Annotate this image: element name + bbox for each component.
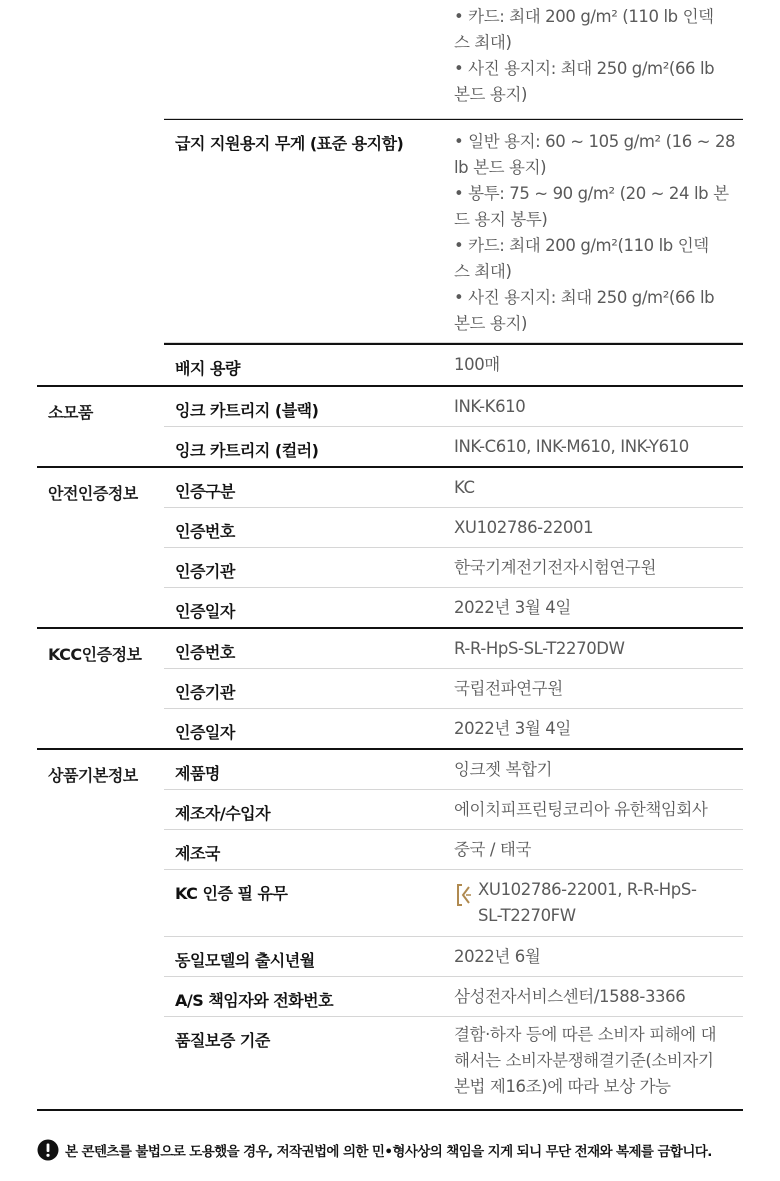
spec-value: INK-K610	[454, 397, 526, 416]
spec-value: • 일반 용지: 60 ~ 105 g/m² (16 ~ 28 lb 본드 용지) • 봉투: 75 ~ 90 g/m² (20 ~ 24 lb 본 드 용지 봉투) • 카드: 최대 200 g/m²(110 lb 인덱 스 최대) • 사진 용지지: 최대 250 g/m²(66 lb 본드 용지)	[454, 132, 736, 333]
spec-label: 잉크 카트리지 (블랙)	[175, 401, 319, 420]
group-title: KCC인증정보	[48, 645, 142, 664]
spec-row-paper-weight	[164, 119, 743, 343]
spec-row-release	[164, 937, 743, 977]
spec-row-country	[164, 830, 743, 870]
spec-row	[164, 709, 743, 748]
spec-label: 배지 용량	[175, 359, 240, 378]
spec-label: 인증기관	[175, 562, 235, 581]
spec-value-paper-continued: • 카드: 최대 200 g/m² (110 lb 인덱 스 최대) • 사진 용지지: 최대 250 g/m²(66 lb 본드 용지)	[454, 7, 715, 104]
spec-label: 동일모델의 출시년월	[175, 951, 315, 970]
spec-row-paper-continued	[164, 0, 743, 119]
spec-group-basic	[37, 750, 743, 1111]
spec-row-kc	[164, 870, 743, 937]
alert-icon	[37, 1139, 59, 1161]
spec-value: 한국기계전기전자시험연구원	[454, 558, 657, 577]
spec-label: 제품명	[175, 764, 220, 783]
spec-group-consumables	[37, 387, 743, 468]
spec-row	[164, 508, 743, 548]
spec-group-kcc	[37, 629, 743, 750]
spec-value: 2022년 3월 4일	[454, 719, 571, 738]
spec-row-output	[164, 343, 743, 385]
spec-label: 잉크 카트리지 (컬러)	[175, 441, 319, 460]
spec-row-as	[164, 977, 743, 1017]
group-title: 안전인증정보	[48, 484, 138, 503]
kc-mark-icon	[454, 882, 474, 908]
group-title: 소모품	[48, 403, 93, 422]
group-title-empty	[37, 0, 164, 385]
spec-label: 품질보증 기준	[175, 1031, 270, 1050]
spec-row	[164, 387, 743, 427]
copyright-notice	[37, 1139, 757, 1161]
spec-row	[164, 427, 743, 466]
spec-value: INK-C610, INK-M610, INK-Y610	[454, 437, 689, 456]
spec-label: 인증번호	[175, 522, 235, 541]
spec-label: KC 인증 필 유무	[175, 884, 288, 903]
group-title: 상품기본정보	[48, 766, 138, 785]
spec-row	[164, 548, 743, 588]
spec-value: 국립전파연구원	[454, 679, 563, 698]
copyright-text: 본 콘텐츠를 불법으로 도용했을 경우, 저작권법에 의한 민•형사상의 책임을 지게 되니 무단 전재와 복제를 금합니다.	[65, 1144, 712, 1160]
spec-value: 잉크젯 복합기	[454, 760, 553, 779]
spec-value: 중국 / 태국	[454, 840, 532, 859]
spec-value: 2022년 6월	[454, 947, 541, 966]
spec-group-safety	[37, 468, 743, 629]
spec-row-warranty	[164, 1017, 743, 1109]
spec-label: 제조국	[175, 844, 220, 863]
spec-value: XU102786-22001	[454, 518, 594, 537]
spec-value: 2022년 3월 4일	[454, 598, 571, 617]
spec-value: 결함·하자 등에 따른 소비자 피해에 대 해서는 소비자분쟁해결기준(소비자기 본법 제16조)에 따라 보상 가능	[454, 1025, 717, 1096]
spec-row	[164, 669, 743, 709]
spec-value: 에이치피프린팅코리아 유한책임회사	[454, 800, 708, 819]
spec-value: XU102786-22001, R-R-HpS- SL-T2270FW	[454, 870, 743, 936]
spec-row	[164, 588, 743, 627]
spec-label: 인증번호	[175, 643, 235, 662]
spec-value: 삼성전자서비스센터/1588-3366	[454, 987, 686, 1006]
spec-label: 인증기관	[175, 683, 235, 702]
spec-label: A/S 책임자와 전화번호	[175, 991, 334, 1010]
spec-value: KC	[454, 478, 475, 497]
spec-value: R-R-HpS-SL-T2270DW	[454, 639, 625, 658]
spec-row-maker	[164, 790, 743, 830]
spec-table	[37, 0, 743, 1111]
spec-value: 100매	[454, 355, 500, 374]
spec-label: 인증구분	[175, 482, 235, 501]
spec-label: 제조자/수입자	[175, 804, 271, 823]
spec-row	[164, 629, 743, 669]
spec-label: 인증일자	[175, 723, 235, 742]
spec-group-paper	[37, 0, 743, 387]
spec-label: 인증일자	[175, 602, 235, 621]
spec-label: 급지 지원용지 무게 (표준 용지함)	[175, 134, 404, 153]
spec-row	[164, 468, 743, 508]
spec-row-product	[164, 750, 743, 790]
